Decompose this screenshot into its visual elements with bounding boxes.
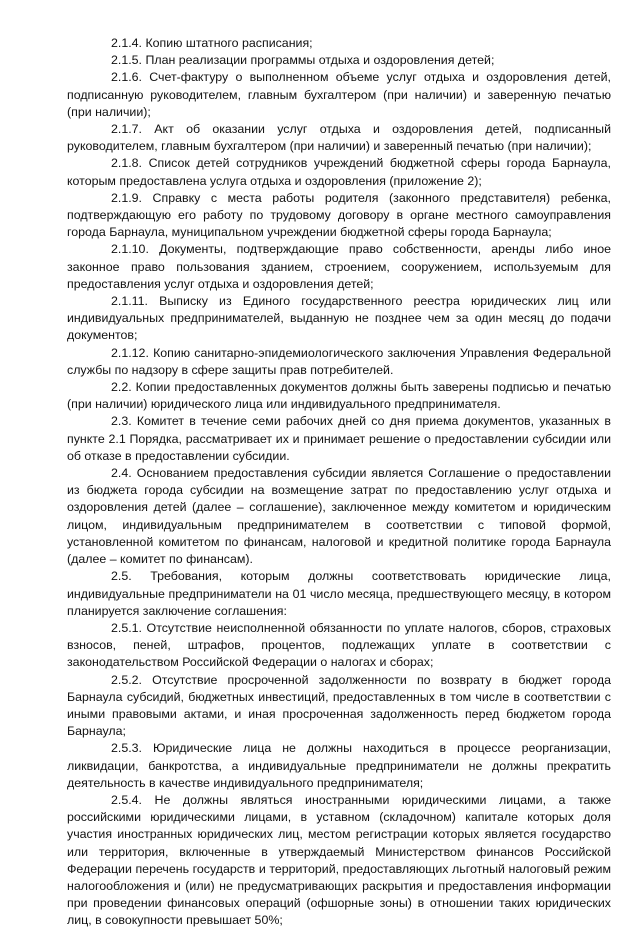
paragraph-2-1-9: 2.1.9. Справку с места работы родителя (законного представителя) ребенка, подтверждающую его работу по трудовому договору в органе местного самоуправления города Барнаула, муниципальном учреждении бюджетной сферы города Барнаула; [67,190,611,240]
paragraph-2-4: 2.4. Основанием предоставления субсидии является Соглашение о предоставлении из бюджета города субсидии на возмещение затрат по предоставлению услуг отдыха и оздоровления детей (далее – соглашение), заключенное между комитетом и юридическим лицом, индивидуальным предпринимателем в соответствии с типовой формой, установленной комитетом по финансам, налоговой и кредитной политике города Барнаула (далее – комитет по финансам). [67,466,611,567]
paragraph-2-2: 2.2. Копии предоставленных документов должны быть заверены подписью и печатью (при наличии) юридического лица или индивидуального предпринимателя. [67,380,611,412]
paragraph-2-1-5: 2.1.5. План реализации программы отдыха и оздоровления детей; [111,53,495,68]
paragraph-2-1-4: 2.1.4. Копию штатного расписания; [111,36,313,50]
paragraph-2-1-8: 2.1.8. Список детей сотрудников учреждений бюджетной сферы города Барнаула, которым предоставлена услуга отдыха и оздоровления (приложение 2); [67,156,611,188]
paragraph-2-5: 2.5. Требования, которым должны соответствовать юридические лица, индивидуальные предприниматели на 01 число месяца, предшествующего месяцу, в котором планируется заключение соглашения: [67,569,611,618]
paragraph-2-1-6: 2.1.6. Счет-фактуру о выполненном объеме услуг отдыха и оздоровления детей, подписанную руководителем, главным бухгалтером (при наличии) и заверенную печатью (при наличии); [67,70,611,119]
paragraph-2-1-10: 2.1.10. Документы, подтверждающие право собственности, аренды либо иное законное право пользования зданием, строением, сооружением, используемым для предоставления услуг отдыха и оздоровления детей; [67,242,611,291]
paragraph-2-5-4: 2.5.4. Не должны являться иностранными юридическими лицами, а также российскими юридическими лицами, в уставном (складочном) капитале которых доля участия иностранных юридических лиц, местом регистрации которых является государство или территория, включенные в утверждаемый Министерством финансов Российской Федерации перечень государств и территорий, предоставляющих льготный налоговый режим налогообложения и (или) не предусматривающих раскрытия и предоставления информации при проведении финансовых операций (офшорные зоны) в отношении таких юридических лиц, в совокупности превышает 50%; [67,792,611,928]
paragraph-2-1-7: 2.1.7. Акт об оказании услуг отдыха и оздоровления детей, подписанный руководителем, главным бухгалтером (при наличии) и заверенный печатью (при наличии); [67,122,611,154]
paragraph-2-3: 2.3. Комитет в течение семи рабочих дней со дня приема документов, указанных в пункте 2.1 Порядка, рассматривает их и принимает решение о предоставлении субсидии или об отказе в предоставлении субсидии. [67,414,611,463]
paragraph-2-5-3: 2.5.3. Юридические лица не должны находиться в процессе реорганизации, ликвидации, банкротства, а индивидуальные предприниматели не должны прекратить деятельность в качестве индивидуального предпринимателя; [67,741,611,790]
document-body [67,35,611,930]
paragraph-2-5-1: 2.5.1. Отсутствие неисполненной обязанности по уплате налогов, сборов, страховых взносов, пеней, штрафов, процентов, подлежащих уплате в соответствии с законодательством Российской Федерации о налогах и сборах; [67,620,611,670]
paragraph-2-5-2: 2.5.2. Отсутствие просроченной задолженности по возврату в бюджет города Барнаула субсидий, бюджетных инвестиций, предоставленных в том числе в соответствии с иными правовыми актами, и иная просроченная задолженность перед бюджетом города Барнаула; [67,672,611,739]
paragraph-2-1-12: 2.1.12. Копию санитарно-эпидемиологического заключения Управления Федеральной службы по надзору в сфере защиты прав потребителей. [67,345,611,377]
paragraph-2-1-11: 2.1.11. Выписку из Единого государственного реестра юридических лиц или индивидуальных предпринимателей, выданную не позднее чем за один месяц до подачи документов; [67,294,611,343]
